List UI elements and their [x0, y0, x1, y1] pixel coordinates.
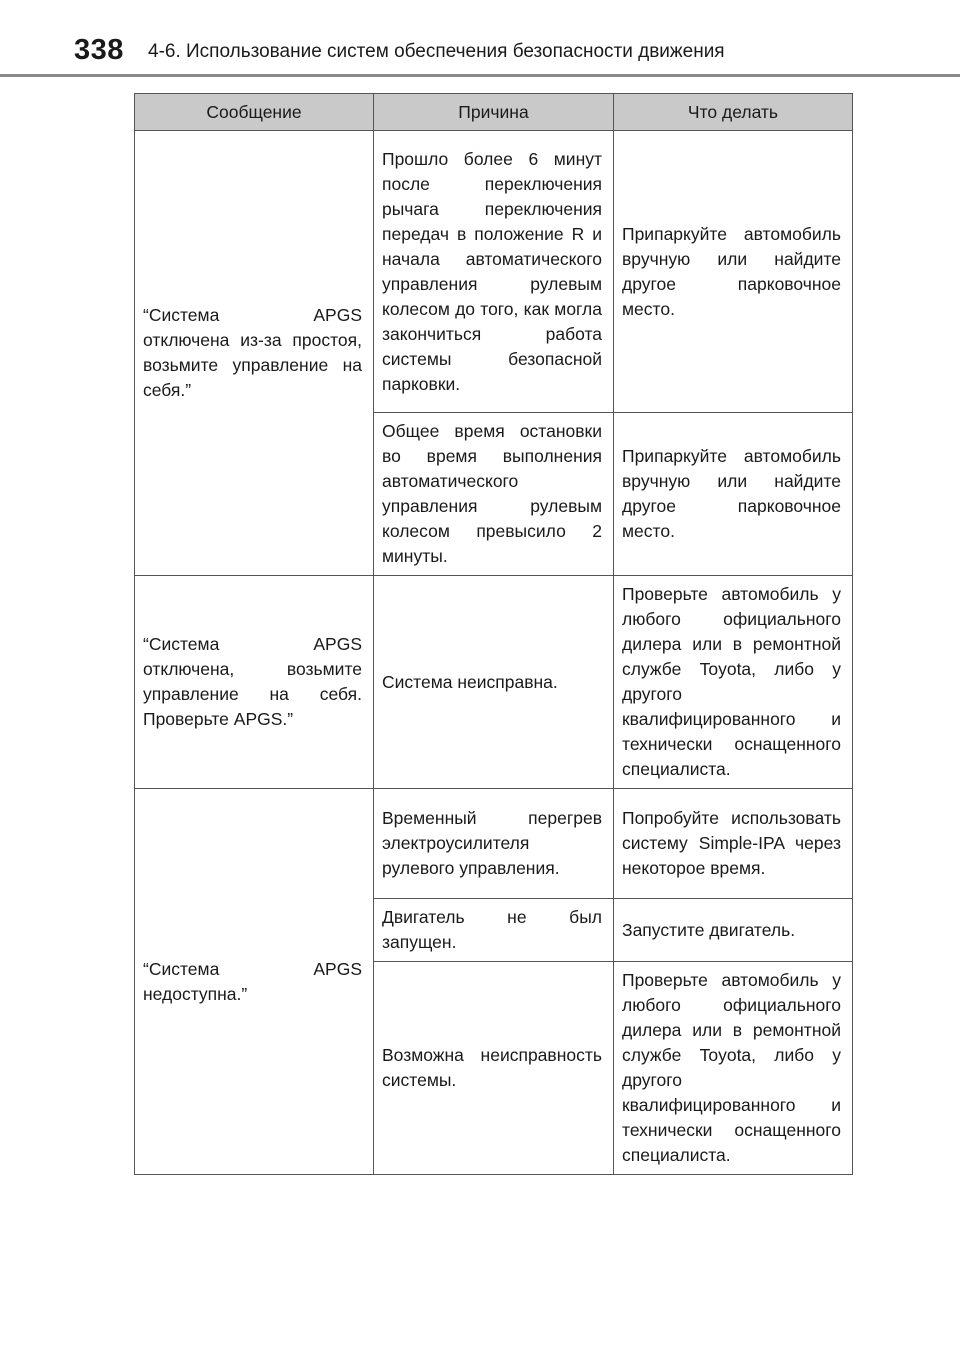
message-cell: “Система APGS отключена из-за простоя, возьмите управление на себя.”: [135, 131, 374, 576]
message-cell: “Система APGS недоступна.”: [135, 789, 374, 1175]
section-title: 4-6. Использование систем обеспечения безопасности движения: [148, 41, 725, 62]
action-cell: Припаркуйте автомобиль вручную или найдите другое парковочное место.: [614, 131, 853, 413]
action-cell: Проверьте автомобиль у любого официального дилера или в ремонтной службе Toyota, либо у другого квалифицированного и технически оснащенного специалиста.: [614, 576, 853, 789]
table-row: [135, 789, 853, 899]
column-header-action: Что делать: [614, 94, 853, 131]
cause-cell: Возможна неисправность системы.: [374, 962, 614, 1175]
action-cell: Попробуйте использовать систему Simple-IPA через некоторое время.: [614, 789, 853, 899]
message-cell: “Система APGS отключена, возьмите управление на себя. Проверьте APGS.”: [135, 576, 374, 789]
cause-cell: Временный перегрев электроусилителя рулевого управления.: [374, 789, 614, 899]
header-divider: [0, 74, 960, 77]
table-row: [135, 576, 853, 789]
action-cell: Запустите двигатель.: [614, 899, 853, 962]
page-number: 338: [74, 34, 124, 66]
page-header: [0, 0, 960, 80]
table-row: [135, 131, 853, 413]
cause-cell: Двигатель не был запущен.: [374, 899, 614, 962]
column-header-message: Сообщение: [135, 94, 374, 131]
cause-cell: Прошло более 6 минут после переключения рычага переключения передач в положение R и начала автоматического управления рулевым колесом до того, как могла закончиться работа системы безопасной парковки.: [374, 131, 614, 413]
table-header-row: [135, 94, 853, 131]
column-header-cause: Причина: [374, 94, 614, 131]
cause-cell: Система неисправна.: [374, 576, 614, 789]
cause-cell: Общее время остановки во время выполнения автоматического управления рулевым колесом превысило 2 минуты.: [374, 413, 614, 576]
action-cell: Проверьте автомобиль у любого официального дилера или в ремонтной службе Toyota, либо у другого квалифицированного и технически оснащенного специалиста.: [614, 962, 853, 1175]
message-table: [134, 93, 853, 1175]
action-cell: Припаркуйте автомобиль вручную или найдите другое парковочное место.: [614, 413, 853, 576]
